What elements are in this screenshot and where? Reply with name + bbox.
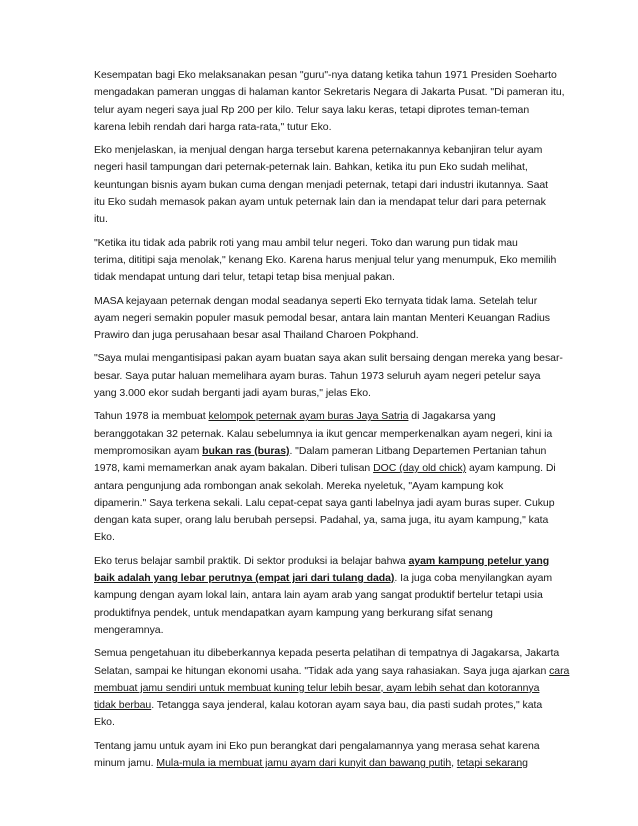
text-line <box>94 697 550 714</box>
text-line <box>94 663 570 680</box>
text-line <box>94 529 550 546</box>
underlined-phrase: tetapi sekarang <box>456 756 528 769</box>
bold-underlined-phrase: ayam kampung petelur yang <box>408 554 550 567</box>
bold-underlined-phrase: bukan ras (buras) <box>202 444 290 457</box>
text-line <box>94 408 550 425</box>
text-segment: mengadakan pameran unggas di halaman kantor Sekretaris Negara di Jakarta Pusat. "Di pameran itu, <box>94 86 565 99</box>
text-line <box>94 67 557 84</box>
text-segment: Semua pengetahuan itu dibeberkannya kepada peserta pelatihan di tempatnya di Jagakarsa, Jakarta <box>94 647 560 660</box>
text-segment: ayam negeri semakin populer masuk pemodal besar, antara lain mantan Menteri Keuangan Radius <box>94 311 550 324</box>
text-line <box>94 443 550 460</box>
paragraph <box>94 408 556 546</box>
text-segment: yang 3.000 ekor sudah berganti jadi ayam buras," jelas Eko. <box>94 387 371 400</box>
paragraph <box>94 350 563 402</box>
text-line <box>94 645 560 662</box>
text-segment: MASA kejayaan peternak dengan modal seadanya seperti Eko ternyata tidak lama. Setelah telur <box>94 294 538 307</box>
text-line <box>94 426 553 443</box>
text-line <box>94 159 550 176</box>
paragraph <box>94 645 570 731</box>
text-segment: dipamerin." Saya terkena sekali. Lalu cepat-cepat saya ganti labelnya jadi ayam buras super. Cukup <box>94 496 555 509</box>
text-line <box>94 570 553 587</box>
paragraph <box>94 67 565 136</box>
text-line <box>94 622 550 639</box>
text-segment: 1978, kami memamerkan anak ayam bakalan. Diberi tulisan <box>94 462 374 475</box>
text-segment: besar. Saya putar haluan memelihara ayam buras. Tahun 1973 seluruh ayam negeri petelur saya <box>94 369 541 382</box>
underlined-phrase: Mula-mula ia membuat jamu ayam dari kunyit dan bawang putih <box>156 756 452 769</box>
text-line <box>94 368 550 385</box>
text-segment: Eko. <box>94 716 115 729</box>
text-line <box>94 102 550 119</box>
paragraph <box>94 142 550 228</box>
text-line <box>94 495 555 512</box>
text-segment: beranggotakan 32 peternak. Kalau sebelumnya ia ikut gencar memperkenalkan ayam negeri, kini ia <box>94 427 553 440</box>
underlined-phrase: tidak berbau <box>94 699 152 712</box>
text-line <box>94 714 550 731</box>
article-body <box>94 67 570 778</box>
text-segment: . Ia juga coba menyilangkan ayam <box>394 572 553 585</box>
text-segment: Eko menjelaskan, ia menjual dengan harga tersebut karena peternakannya kebanjiran telur ayam <box>94 144 543 157</box>
text-line <box>94 385 550 402</box>
paragraph <box>94 553 553 639</box>
bold-underlined-phrase: baik adalah yang lebar perutnya (empat jari dari tulang dada) <box>94 572 395 585</box>
text-line <box>94 478 550 495</box>
text-line <box>94 553 550 570</box>
paragraph <box>94 293 550 345</box>
text-segment: Eko terus belajar sambil praktik. Di sektor produksi ia belajar bahwa <box>94 554 409 567</box>
text-segment: mengeramnya. <box>94 623 164 636</box>
underlined-phrase: membuat jamu sendiri untuk membuat kuning telur lebih besar, ayam lebih sehat dan kotorannya <box>94 681 540 694</box>
underlined-phrase: kelompok peternak ayam buras Jaya Satria <box>208 410 409 423</box>
text-segment: negeri hasil tampungan dari peternak-peternak lain. Bahkan, ketika itu pun Eko sudah melihat, <box>94 161 528 174</box>
text-segment: karena lebih rendah dari harga rata-rata," tutur Eko. <box>94 120 332 133</box>
text-segment: Prawiro dan juga perusahaan besar asal Thailand Charoen Pokphand. <box>94 329 419 342</box>
text-line <box>94 512 550 529</box>
text-segment: itu. <box>94 213 108 226</box>
text-segment: Tentang jamu untuk ayam ini Eko pun berangkat dari pengalamannya yang merasa sehat karena <box>94 739 540 752</box>
text-segment: keuntungan bisnis ayam bukan cuma dengan menjadi peternak, tetapi dari industri ikutannya. Saat <box>94 178 549 191</box>
text-line <box>94 680 550 697</box>
text-segment: . "Dalam pameran Litbang Departemen Pertanian tahun <box>289 444 547 457</box>
underlined-phrase: DOC (day old chick) <box>373 462 467 475</box>
text-line <box>94 350 563 367</box>
text-segment: itu Eko sudah memasok pakan ayam untuk peternak lain dan ia mendapat telur dari para peternak <box>94 196 546 209</box>
text-line <box>94 587 550 604</box>
paragraph <box>94 738 550 773</box>
text-segment: Kesempatan bagi Eko melaksanakan pesan "guru"-nya datang ketika tahun 1971 Presiden Soeharto <box>94 69 557 81</box>
text-segment: dengan kata super, orang lalu berubah persepsi. Padahal, ya, sama juga, itu ayam kampung," kata <box>94 514 549 527</box>
text-segment: , <box>451 756 457 769</box>
text-segment: Selatan, sampai ke hitungan ekonomi usaha. "Tidak ada yang saya rahasiakan. Saya juga ajarkan <box>94 664 550 677</box>
text-segment: "Ketika itu tidak ada pabrik roti yang mau ambil telur negeri. Toko dan warung pun tidak mau <box>94 236 518 249</box>
text-line <box>94 84 565 101</box>
text-line <box>94 460 556 477</box>
text-line <box>94 755 550 772</box>
text-segment: mempromosikan ayam <box>94 444 203 457</box>
text-segment: produktifnya pendek, untuk mendapatkan ayam kampung yang berkurang sifat senang <box>94 606 493 619</box>
text-line <box>94 142 550 159</box>
paragraph <box>94 235 557 287</box>
text-line <box>94 327 550 344</box>
text-line <box>94 605 550 622</box>
underlined-phrase: cara <box>549 664 570 677</box>
text-segment: di Jagakarsa yang <box>408 410 496 423</box>
text-segment: ayam kampung. Di <box>466 462 556 475</box>
text-segment: tidak mendapat untung dari telur, tetapi tetap bisa menjual pakan. <box>94 271 395 284</box>
text-line <box>94 194 550 211</box>
text-line <box>94 310 550 327</box>
text-segment: minum jamu. <box>94 756 157 769</box>
text-segment: kampung dengan ayam lokal lain, antara lain ayam arab yang sangat produktif bertelur tetapi usia <box>94 589 543 602</box>
text-segment: telur ayam negeri saya jual Rp 200 per kilo. Telur saya laku keras, tetapi diprotes teman-teman <box>94 103 530 116</box>
text-segment: Eko. <box>94 531 115 544</box>
text-segment: Tahun 1978 ia membuat <box>94 410 209 423</box>
text-segment: terima, dititipi saja menolak," kenang Eko. Karena harus menjual telur yang menumpuk, Eko memilih <box>94 253 557 266</box>
text-segment: antara pengunjung ada rombongan anak sekolah. Mereka nyeletuk, "Ayam kampung kok <box>94 479 504 492</box>
text-line <box>94 235 550 252</box>
text-line <box>94 293 550 310</box>
text-line <box>94 738 550 755</box>
text-line <box>94 211 550 228</box>
text-line <box>94 269 550 286</box>
text-line <box>94 177 550 194</box>
text-line <box>94 252 557 269</box>
text-line <box>94 119 550 136</box>
text-segment: "Saya mulai mengantisipasi pakan ayam buatan saya akan sulit bersaing dengan mereka yang besar- <box>94 352 563 365</box>
text-segment: . Tetangga saya jenderal, kalau kotoran ayam saya bau, dia pasti sudah protes," kata <box>151 699 543 712</box>
